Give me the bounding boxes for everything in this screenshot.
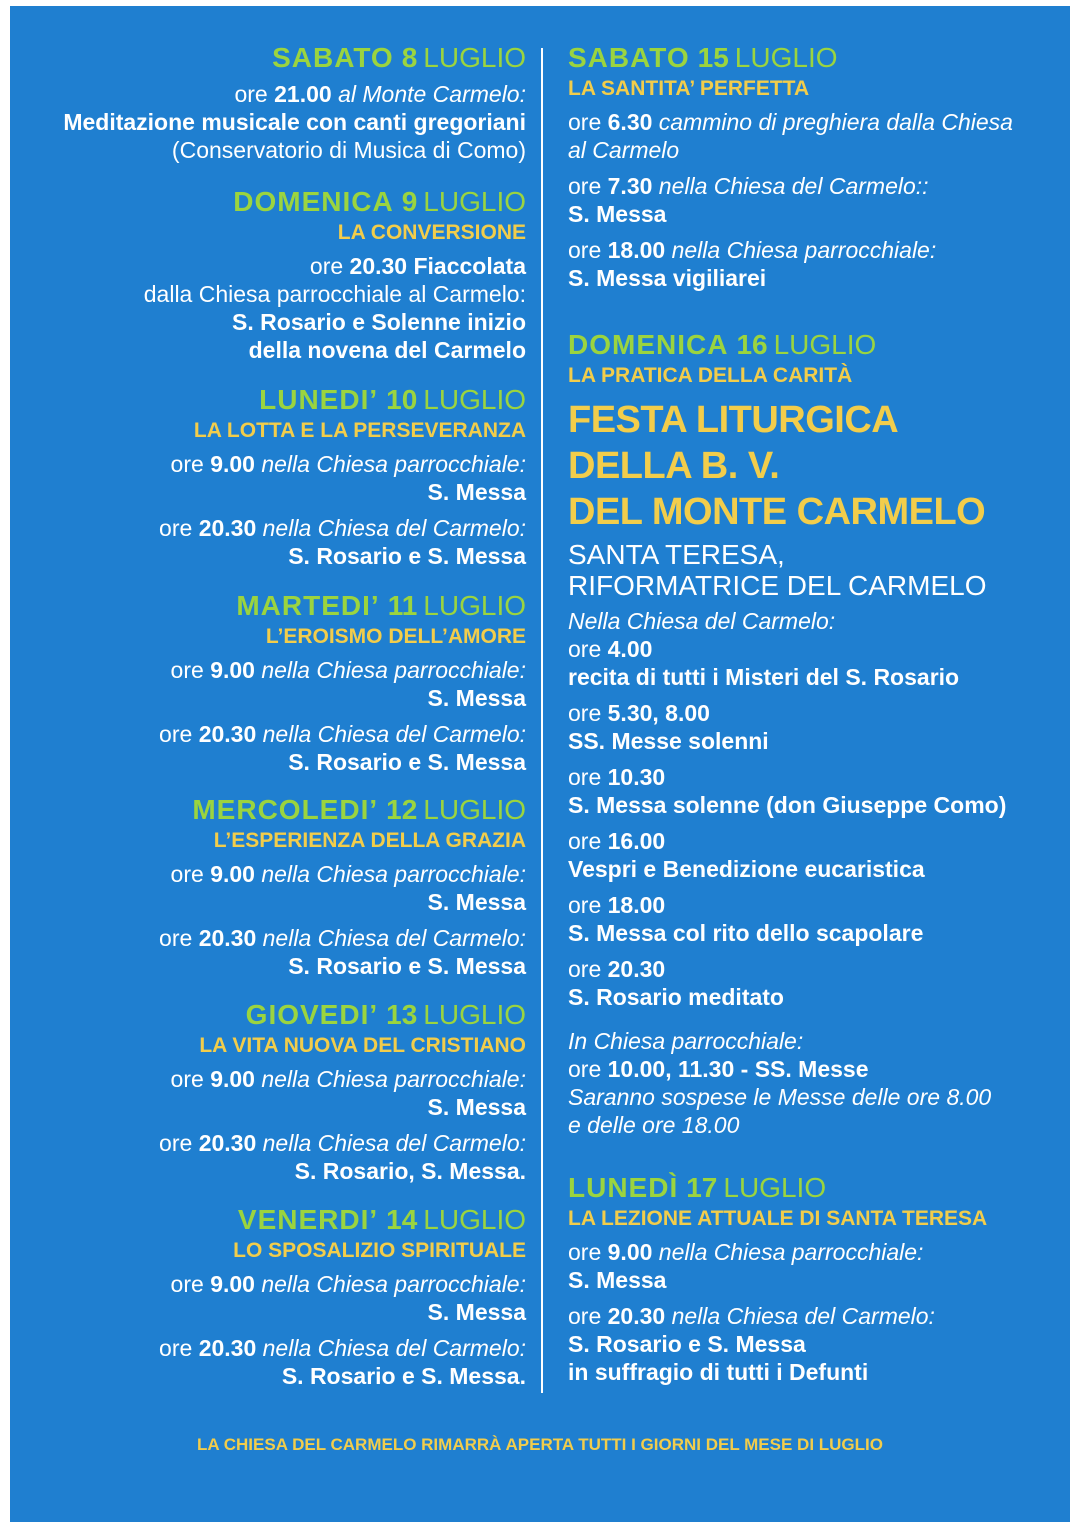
event-line [10, 1298, 526, 1326]
event-line [568, 1302, 1048, 1330]
spacer [10, 1326, 526, 1334]
event-line [10, 280, 526, 308]
month-name: LUGLIO [423, 1204, 526, 1235]
event-line [568, 136, 1048, 164]
text-span: ore [568, 636, 608, 662]
text-span: ore [568, 892, 608, 918]
poster [10, 6, 1070, 1522]
day-name: MERCOLEDI’ [192, 794, 379, 825]
text-span: al Monte Carmelo: [331, 81, 526, 107]
month-name: LUGLIO [423, 42, 526, 73]
event-line [568, 1266, 1048, 1294]
text-span: nella Chiesa del Carmelo: [256, 925, 526, 951]
event-line [568, 791, 1048, 819]
event-line [568, 1027, 1048, 1055]
event-line [568, 1358, 1048, 1386]
day-number: 9 [401, 186, 418, 217]
day-theme: LA SANTITA’ PERFETTA [568, 77, 810, 100]
text-span: S. Rosario, S. Messa. [294, 1158, 526, 1184]
text-span: S. Rosario e S. Messa [568, 1331, 806, 1357]
day-theme: LO SPOSALIZIO SPIRITUALE [233, 1239, 526, 1262]
day-name: SABATO [568, 42, 690, 73]
text-span: ore [159, 721, 199, 747]
event-line [10, 252, 526, 280]
event-line [10, 478, 526, 506]
schedule-day [10, 794, 526, 980]
spacer [10, 916, 526, 924]
spacer [568, 691, 1048, 699]
text-span: ore [159, 1335, 199, 1361]
spacer [568, 819, 1048, 827]
event-line [10, 748, 526, 776]
day-heading [10, 794, 526, 826]
text-span: ore [170, 1271, 211, 1297]
spacer [568, 1011, 1048, 1027]
text-span: 9.00 [210, 657, 255, 683]
event-line [10, 860, 526, 888]
text-span: ore [170, 861, 211, 887]
text-span: 21.00 [274, 81, 332, 107]
text-span: nella Chiesa del Carmelo: [256, 515, 526, 541]
text-span: ore [159, 925, 199, 951]
event-line [10, 80, 526, 108]
text-span: ore [170, 657, 211, 683]
event-line [568, 983, 1048, 1011]
schedule-day [10, 42, 526, 164]
text-span: ore [159, 515, 199, 541]
event-line [568, 891, 1048, 919]
text-span: S. Rosario e S. Messa [288, 953, 526, 979]
text-span: dalla Chiesa parrocchiale al Carmelo: [143, 281, 526, 307]
text-span: SS. Messe solenni [568, 728, 769, 754]
text-span: nella Chiesa parrocchiale: [665, 237, 937, 263]
text-span: nella Chiesa parrocchiale: [254, 1066, 526, 1092]
schedule-day [568, 42, 1048, 292]
text-span: 9.00 [210, 1066, 255, 1092]
day-heading [10, 999, 526, 1031]
text-span: 16.00 [607, 828, 666, 854]
event-line [568, 855, 1048, 883]
day-theme: L’ESPERIENZA DELLA GRAZIA [213, 829, 526, 852]
day-heading [10, 384, 526, 416]
text-span: ore [568, 828, 608, 854]
text-span: ore [234, 81, 275, 107]
event-line [568, 955, 1048, 983]
event-line [10, 1065, 526, 1093]
footer-note: LA CHIESA DEL CARMELO RIMARRÀ APERTA TUTTI I GIORNI DEL MESE DI LUGLIO [197, 1435, 883, 1454]
text-span: S. Messa [427, 1299, 526, 1325]
text-span: S. Messa vigiliarei [568, 265, 767, 291]
day-theme: L’EROISMO DELL’AMORE [265, 625, 526, 648]
feast-subtitle-line: SANTA TERESA, [568, 539, 785, 570]
text-span: nella Chiesa parrocchiale: [254, 861, 526, 887]
day-name: DOMENICA [568, 329, 729, 360]
spacer [568, 755, 1048, 763]
event-line [10, 952, 526, 980]
text-span: 9.00 [210, 861, 255, 887]
event-line [10, 684, 526, 712]
text-span: 7.30 [607, 173, 653, 199]
text-span: in suffragio di tutti i Defunti [568, 1359, 869, 1385]
schedule-day [10, 384, 526, 570]
month-name: LUGLIO [423, 794, 526, 825]
schedule-day [10, 1204, 526, 1390]
day-heading [10, 1204, 526, 1236]
text-span: ore [568, 109, 608, 135]
text-span: S. Rosario e S. Messa [288, 749, 526, 775]
text-span: S. Messa [568, 201, 667, 227]
feast-title-line: FESTA LITURGICA [568, 399, 899, 441]
event-line [568, 919, 1048, 947]
event-line [10, 336, 526, 364]
text-span: nella Chiesa del Carmelo:: [652, 173, 929, 199]
text-span: 20.30 [198, 515, 257, 541]
text-span: 20.30 [198, 721, 257, 747]
text-span: S. Messa [427, 685, 526, 711]
day-number: 14 [386, 1204, 418, 1235]
feast-title-line: DELLA B. V. [568, 445, 780, 487]
text-span: nella Chiesa parrocchiale: [254, 451, 526, 477]
event-line [10, 542, 526, 570]
event-line [568, 1083, 1048, 1111]
day-name: VENERDI’ [237, 1204, 379, 1235]
event-line [568, 200, 1048, 228]
month-name: LUGLIO [423, 186, 526, 217]
text-span: ore [568, 764, 608, 790]
event-line [10, 924, 526, 952]
text-span: In Chiesa parrocchiale: [568, 1028, 804, 1054]
event-line [568, 1111, 1048, 1139]
text-span: 20.30 [198, 1335, 257, 1361]
day-heading [10, 42, 526, 74]
day-theme: LA VITA NUOVA DEL CRISTIANO [199, 1034, 526, 1057]
feast-subtitle-line: RIFORMATRICE DEL CARMELO [568, 570, 987, 601]
spacer [568, 389, 1048, 397]
text-span: 20.30 [607, 956, 666, 982]
text-span: S. Rosario e Solenne inizio [232, 309, 526, 335]
text-span: Vespri e Benedizione eucaristica [568, 856, 925, 882]
day-number: 16 [736, 329, 768, 360]
text-span: nella Chiesa parrocchiale: [254, 657, 526, 683]
text-span: ore [170, 451, 211, 477]
schedule-day [10, 186, 526, 364]
day-number: 13 [386, 999, 418, 1030]
spacer [568, 228, 1048, 236]
event-line [568, 108, 1048, 136]
day-number: 17 [686, 1172, 718, 1203]
event-line [568, 699, 1048, 727]
spacer [568, 1294, 1048, 1302]
text-span: nella Chiesa del Carmelo: [256, 1335, 526, 1361]
column-divider [541, 48, 543, 1393]
day-name: LUNEDI’ [259, 384, 379, 415]
text-span: S. Rosario meditato [568, 984, 784, 1010]
event-line [568, 1238, 1048, 1266]
schedule-day [10, 590, 526, 776]
spacer [568, 164, 1048, 172]
text-span: S. Rosario e S. Messa [288, 543, 526, 569]
text-span: 9.00 [607, 1239, 653, 1265]
event-line [568, 635, 1048, 663]
event-line [10, 1093, 526, 1121]
day-theme: LA LOTTA E LA PERSEVERANZA [193, 419, 526, 442]
event-line [568, 663, 1048, 691]
month-name: LUGLIO [723, 1172, 827, 1203]
day-heading [568, 1172, 1048, 1204]
day-theme: LA PRATICA DELLA CARITÀ [568, 364, 853, 387]
month-name: LUGLIO [734, 42, 838, 73]
event-line [10, 1129, 526, 1157]
event-line [568, 1055, 1048, 1083]
schedule-day [10, 999, 526, 1185]
event-line [10, 450, 526, 478]
text-span: ore [568, 1303, 608, 1329]
text-span: S. Messa [427, 889, 526, 915]
schedule-day [568, 1172, 1048, 1386]
spacer [10, 712, 526, 720]
day-number: 12 [386, 794, 418, 825]
text-span: 9.00 [210, 1271, 255, 1297]
text-span: e delle ore 18.00 [568, 1112, 740, 1138]
event-line [10, 1334, 526, 1362]
text-span: nella Chiesa del Carmelo: [256, 1130, 526, 1156]
text-span: cammino di preghiera dalla Chiesa [652, 109, 1013, 135]
text-span: ore [568, 237, 608, 263]
feast-title-line: DEL MONTE CARMELO [568, 491, 986, 533]
text-span: 18.00 [607, 892, 666, 918]
event-line [568, 727, 1048, 755]
event-line [10, 1157, 526, 1185]
event-line [568, 1330, 1048, 1358]
day-number: 11 [387, 590, 418, 621]
text-span: 4.00 [607, 636, 653, 662]
text-span: Meditazione musicale con canti gregoriani [63, 109, 526, 135]
text-span: ore [568, 1056, 608, 1082]
day-number: 15 [697, 42, 729, 73]
text-span: S. Messa [568, 1267, 667, 1293]
event-line [10, 1362, 526, 1390]
month-name: LUGLIO [423, 384, 526, 415]
text-span: 20.30 [198, 925, 257, 951]
event-line [10, 514, 526, 542]
text-span: nella Chiesa parrocchiale: [254, 1271, 526, 1297]
day-heading [568, 42, 1048, 74]
event-line [10, 136, 526, 164]
day-number: 10 [386, 384, 418, 415]
text-span: S. Messa [427, 479, 526, 505]
text-span: 5.30, 8.00 [607, 700, 710, 726]
text-span: S. Messa col rito dello scapolare [568, 920, 924, 946]
text-span: nella Chiesa del Carmelo: [256, 721, 526, 747]
text-span: 10.30 [607, 764, 666, 790]
day-heading [568, 329, 1048, 361]
month-name: LUGLIO [773, 329, 877, 360]
day-name: GIOVEDI’ [245, 999, 379, 1030]
event-line [568, 607, 1048, 635]
event-line [568, 172, 1048, 200]
text-span: ore [568, 1239, 608, 1265]
spacer [10, 506, 526, 514]
day-name: SABATO [272, 42, 394, 73]
text-span: ore [568, 173, 608, 199]
text-span: ore [159, 1130, 199, 1156]
day-name: MARTEDI’ [236, 590, 380, 621]
text-span: S. Messa [427, 1094, 526, 1120]
spacer [10, 1121, 526, 1129]
text-span: 20.30 [198, 1130, 257, 1156]
text-span: 9.00 [210, 451, 255, 477]
text-span: Saranno sospese le Messe delle ore 8.00 [568, 1084, 992, 1110]
event-line [568, 827, 1048, 855]
event-line [10, 1270, 526, 1298]
feast-day [568, 329, 1048, 1139]
text-span: 20.30 [607, 1303, 666, 1329]
text-span: recita di tutti i Misteri del S. Rosario [568, 664, 960, 690]
event-line [10, 888, 526, 916]
event-line [10, 308, 526, 336]
text-span: 20.30 Fiaccolata [349, 253, 526, 279]
text-span: ore [170, 1066, 211, 1092]
spacer [568, 883, 1048, 891]
day-number: 8 [401, 42, 418, 73]
event-line [568, 763, 1048, 791]
event-line [10, 656, 526, 684]
day-theme: LA LEZIONE ATTUALE DI SANTA TERESA [568, 1207, 988, 1230]
text-span: Nella Chiesa del Carmelo: [568, 608, 836, 634]
text-span: ore [568, 700, 608, 726]
text-span: nella Chiesa del Carmelo: [665, 1303, 935, 1329]
text-span: (Conservatorio di Musica di Como) [171, 137, 526, 163]
day-heading [10, 186, 526, 218]
month-name: LUGLIO [423, 590, 526, 621]
text-span: 18.00 [607, 237, 666, 263]
day-name: LUNEDÌ [568, 1172, 679, 1203]
spacer [568, 947, 1048, 955]
text-span: 6.30 [607, 109, 653, 135]
day-name: DOMENICA [233, 186, 394, 217]
event-line [568, 236, 1048, 264]
text-span: nella Chiesa parrocchiale: [652, 1239, 924, 1265]
text-span: della novena del Carmelo [248, 337, 526, 363]
event-line [568, 264, 1048, 292]
text-span: S. Messa solenne (don Giuseppe Como) [568, 792, 1007, 818]
text-span: al Carmelo [568, 137, 680, 163]
day-theme: LA CONVERSIONE [337, 221, 526, 244]
event-line [10, 108, 526, 136]
month-name: LUGLIO [423, 999, 526, 1030]
text-span: S. Rosario e S. Messa. [281, 1363, 526, 1389]
event-line [10, 720, 526, 748]
text-span: ore [568, 956, 608, 982]
text-span: 10.00, 11.30 - SS. Messe [607, 1056, 869, 1082]
text-span: ore [309, 253, 350, 279]
day-heading [10, 590, 526, 622]
